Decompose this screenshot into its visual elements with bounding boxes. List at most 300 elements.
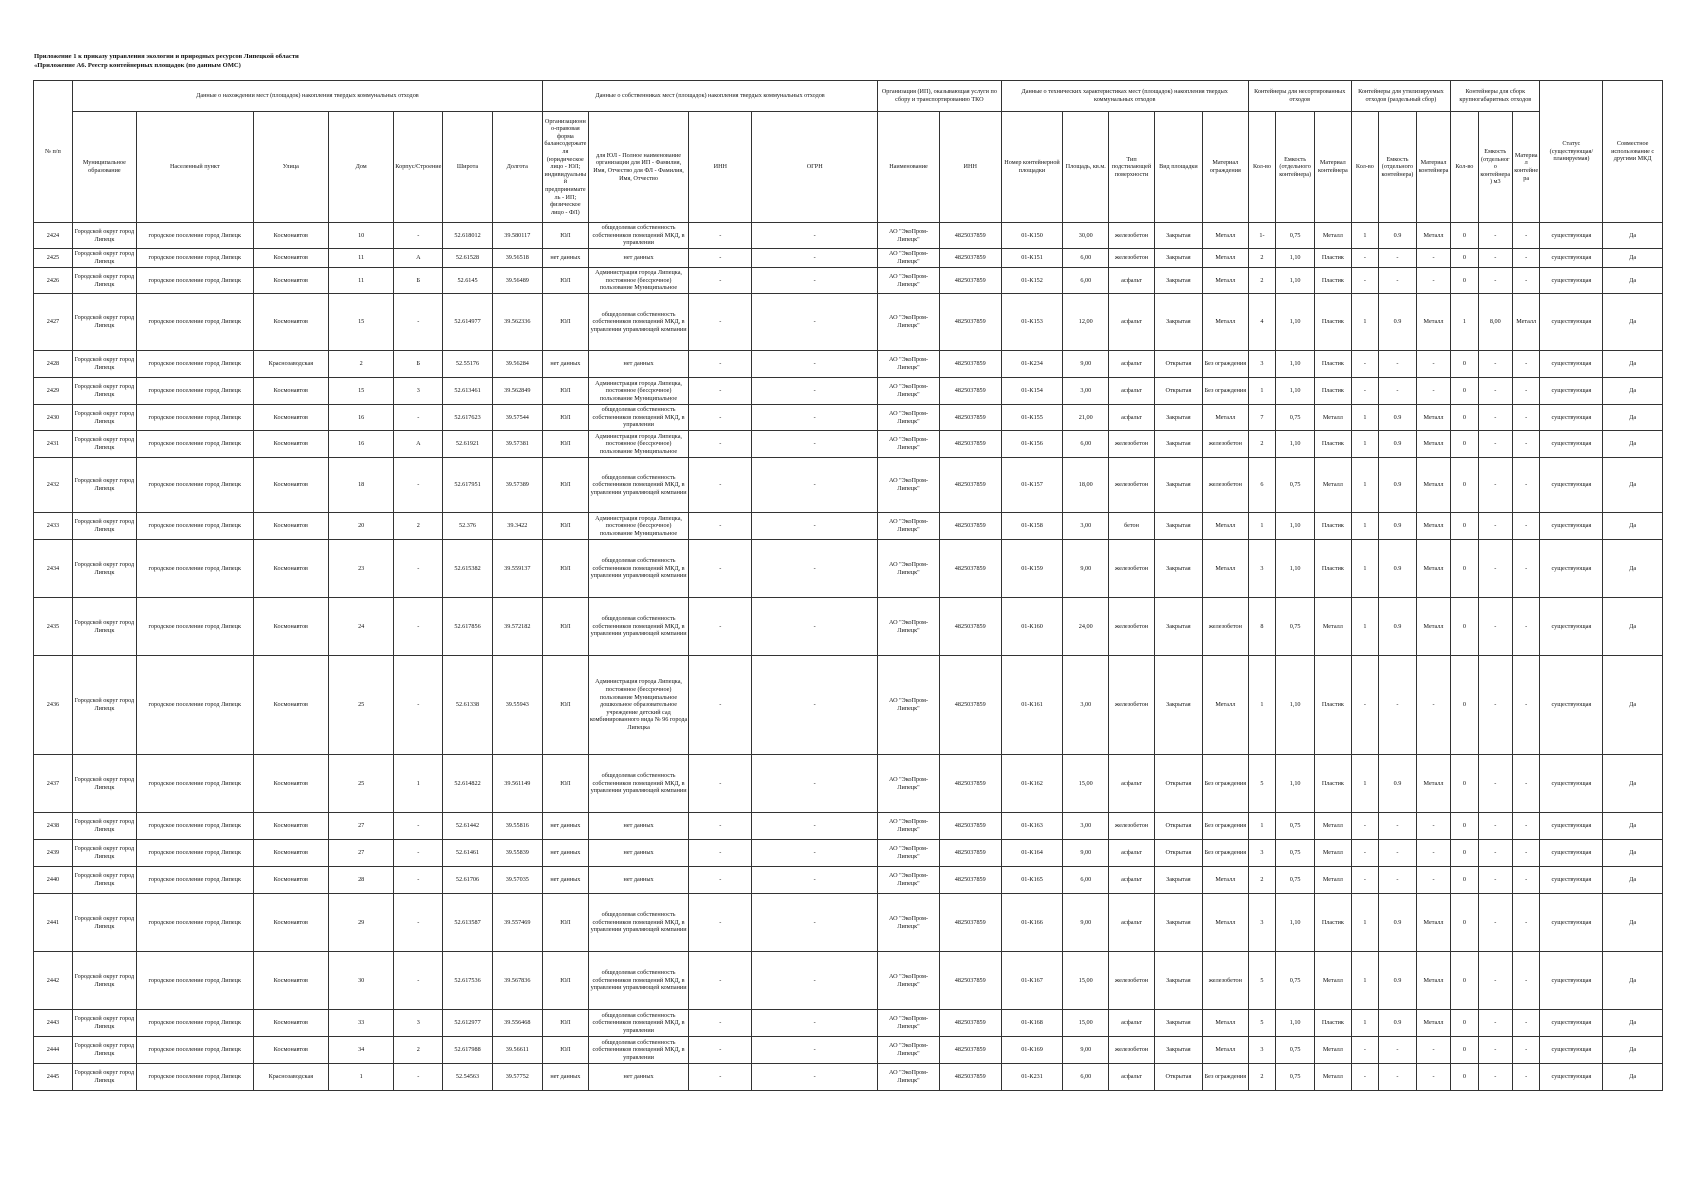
cell-recycle-capacity: 0.9 [1379,513,1417,540]
table-row [34,952,1663,1010]
cell-recycle-material: - [1416,867,1450,894]
col-recycle-material: Материал контейнера [1416,112,1450,223]
cell-ogrn: - [752,656,878,755]
cell-num: 2439 [34,840,73,867]
cell-area: 6,00 [1063,431,1109,458]
cell-owner-name: нет данных [588,1064,689,1091]
col-municipality: Муниципальное образование [72,112,136,223]
cell-ogrn: - [752,405,878,431]
cell-lon: 39.57035 [492,867,542,894]
cell-recycle-qty: - [1351,1064,1378,1091]
cell-legal-form: ЮЛ [542,513,588,540]
cell-bulky-capacity: - [1478,813,1512,840]
cell-bulky-material: - [1512,268,1539,294]
cell-ogrn: - [752,867,878,894]
cell-fence: Металл [1202,268,1248,294]
cell-surface: железобетон [1109,458,1155,513]
cell-settlement: городское поселение город Липецк [136,458,253,513]
table-row [34,513,1663,540]
cell-legal-form: нет данных [542,249,588,268]
cell-site-type: Открытая [1154,813,1202,840]
cell-bulky-qty: 1 [1451,294,1478,351]
cell-shared: Да [1603,223,1663,249]
cell-ogrn: - [752,294,878,351]
cell-street: Космонавтов [253,755,328,813]
register-title: «Приложение А6. Реестр контейнерных площадок (по данным ОМС) [34,62,241,69]
cell-unsorted-capacity: 1,10 [1276,656,1315,755]
cell-recycle-qty: - [1351,1037,1378,1064]
cell-street: Космонавтов [253,840,328,867]
cell-unsorted-qty: 2 [1248,431,1275,458]
cell-operator-inn: 4825037859 [939,1064,1001,1091]
cell-municipality: Городской округ город Липецк [72,540,136,598]
cell-shared: Да [1603,294,1663,351]
cell-site-type: Закрытая [1154,513,1202,540]
cell-legal-form: ЮЛ [542,1010,588,1037]
cell-unsorted-qty: 7 [1248,405,1275,431]
cell-bulky-qty: 0 [1451,513,1478,540]
cell-unsorted-qty: 3 [1248,894,1275,952]
cell-street: Космонавтов [253,540,328,598]
cell-legal-form: ЮЛ [542,431,588,458]
col-area: Площадь, кв.м. [1063,112,1109,223]
cell-shared: Да [1603,813,1663,840]
col-operator-name: Наименование [878,112,940,223]
cell-lon: 39.556468 [492,1010,542,1037]
cell-recycle-qty: - [1351,656,1378,755]
cell-recycle-capacity: - [1379,840,1417,867]
cell-shared: Да [1603,952,1663,1010]
cell-street: Космонавтов [253,405,328,431]
cell-bulky-material: - [1512,867,1539,894]
cell-unsorted-capacity: 0,75 [1276,1064,1315,1091]
col-building: Корпус/Строение [394,112,443,223]
cell-owner-name: Администрация города Липецка, постоянное (бессрочное) пользование Муниципальное [588,268,689,294]
cell-ogrn: - [752,952,878,1010]
cell-recycle-qty: - [1351,840,1378,867]
cell-site-number: 01-К161 [1001,656,1063,755]
cell-shared: Да [1603,513,1663,540]
cell-shared: Да [1603,351,1663,378]
col-surface: Тип подстилающей поверхности [1109,112,1155,223]
cell-recycle-capacity: 0.9 [1379,405,1417,431]
cell-unsorted-capacity: 1,10 [1276,755,1315,813]
cell-shared: Да [1603,1010,1663,1037]
cell-building: 3 [394,378,443,405]
cell-municipality: Городской округ город Липецк [72,1064,136,1091]
cell-municipality: Городской округ город Липецк [72,1037,136,1064]
group-location: Данные о нахождении мест (площадок) накопления твердых коммунальных отходов [72,81,542,112]
cell-unsorted-material: Пластик [1315,540,1352,598]
cell-shared: Да [1603,1037,1663,1064]
cell-status: существующая [1540,598,1603,656]
cell-bulky-material: - [1512,351,1539,378]
cell-surface: асфальт [1109,894,1155,952]
cell-bulky-qty: 0 [1451,431,1478,458]
cell-recycle-qty: 1 [1351,405,1378,431]
cell-ogrn: - [752,431,878,458]
cell-legal-form: нет данных [542,867,588,894]
cell-operator-name: АО "ЭкоПром-Липецк" [878,1010,940,1037]
cell-inn: - [689,458,752,513]
cell-legal-form: ЮЛ [542,223,588,249]
cell-bulky-qty: 0 [1451,351,1478,378]
cell-site-type: Открытая [1154,755,1202,813]
cell-bulky-capacity: 8,00 [1478,294,1512,351]
cell-unsorted-qty: 2 [1248,1064,1275,1091]
cell-area: 6,00 [1063,1064,1109,1091]
cell-recycle-material: Металл [1416,294,1450,351]
cell-site-number: 01-К155 [1001,405,1063,431]
cell-shared: Да [1603,598,1663,656]
cell-building: Б [394,268,443,294]
cell-lat: 52.376 [443,513,492,540]
cell-municipality: Городской округ город Липецк [72,223,136,249]
cell-num: 2438 [34,813,73,840]
cell-recycle-capacity: 0.9 [1379,458,1417,513]
cell-recycle-qty: - [1351,249,1378,268]
cell-unsorted-capacity: 1,10 [1276,513,1315,540]
cell-bulky-capacity: - [1478,513,1512,540]
cell-operator-inn: 4825037859 [939,249,1001,268]
cell-area: 9,00 [1063,540,1109,598]
cell-lat: 52.612977 [443,1010,492,1037]
cell-house: 1 [329,1064,394,1091]
cell-municipality: Городской округ город Липецк [72,378,136,405]
cell-recycle-material: - [1416,268,1450,294]
cell-owner-name: Администрация города Липецка, постоянное (бессрочное) пользование Муниципальное [588,378,689,405]
cell-owner-name: общедолевая собственность собственников помещений МКД, в управлении управляющей компании [588,540,689,598]
cell-ogrn: - [752,351,878,378]
cell-area: 6,00 [1063,268,1109,294]
cell-unsorted-qty: 1 [1248,513,1275,540]
cell-site-number: 01-К162 [1001,755,1063,813]
cell-site-number: 01-К154 [1001,378,1063,405]
col-unsorted-material: Материал контейнера [1315,112,1352,223]
cell-unsorted-material: Пластик [1315,894,1352,952]
cell-num: 2443 [34,1010,73,1037]
cell-unsorted-capacity: 1,10 [1276,249,1315,268]
cell-bulky-material: - [1512,1064,1539,1091]
table-row [34,351,1663,378]
cell-ogrn: - [752,223,878,249]
cell-recycle-material: - [1416,656,1450,755]
cell-settlement: городское поселение город Липецк [136,294,253,351]
cell-bulky-material: - [1512,656,1539,755]
cell-bulky-capacity: - [1478,952,1512,1010]
table-row [34,598,1663,656]
cell-owner-name: нет данных [588,840,689,867]
cell-lon: 39.57544 [492,405,542,431]
cell-recycle-qty: 1 [1351,894,1378,952]
table-row [34,894,1663,952]
table-row [34,268,1663,294]
cell-recycle-material: - [1416,840,1450,867]
cell-street: Космонавтов [253,1010,328,1037]
cell-surface: асфальт [1109,405,1155,431]
cell-num: 2435 [34,598,73,656]
registry-table-wrapper [33,80,1663,1091]
cell-site-type: Закрытая [1154,598,1202,656]
col-site-number: Номер контейнерной площадки [1001,112,1063,223]
table-row [34,223,1663,249]
cell-site-type: Закрытая [1154,268,1202,294]
cell-inn: - [689,268,752,294]
cell-lat: 52.6145 [443,268,492,294]
cell-street: Космонавтов [253,294,328,351]
cell-municipality: Городской округ город Липецк [72,1010,136,1037]
cell-recycle-material: Металл [1416,513,1450,540]
cell-unsorted-capacity: 0,75 [1276,598,1315,656]
cell-legal-form: ЮЛ [542,952,588,1010]
cell-municipality: Городской округ город Липецк [72,513,136,540]
cell-owner-name: нет данных [588,867,689,894]
cell-bulky-capacity: - [1478,894,1512,952]
cell-area: 30,00 [1063,223,1109,249]
cell-inn: - [689,378,752,405]
cell-house: 18 [329,458,394,513]
cell-shared: Да [1603,405,1663,431]
cell-legal-form: ЮЛ [542,540,588,598]
cell-unsorted-qty: 6 [1248,458,1275,513]
cell-unsorted-qty: 2 [1248,249,1275,268]
cell-surface: железобетон [1109,1037,1155,1064]
cell-recycle-capacity: - [1379,268,1417,294]
cell-recycle-qty: - [1351,351,1378,378]
cell-surface: асфальт [1109,378,1155,405]
cell-operator-name: АО "ЭкоПром-Липецк" [878,268,940,294]
cell-settlement: городское поселение город Липецк [136,513,253,540]
cell-unsorted-material: Металл [1315,223,1352,249]
cell-building: 3 [394,1010,443,1037]
group-unsorted: Контейнеры для несортированных отходов [1248,81,1351,112]
cell-house: 10 [329,223,394,249]
table-row [34,378,1663,405]
cell-operator-name: АО "ЭкоПром-Липецк" [878,513,940,540]
cell-owner-name: нет данных [588,813,689,840]
cell-fence: Металл [1202,1037,1248,1064]
table-row [34,1064,1663,1091]
cell-unsorted-capacity: 1,10 [1276,540,1315,598]
cell-street: Космонавтов [253,431,328,458]
cell-fence: железобетон [1202,458,1248,513]
cell-recycle-material: Металл [1416,894,1450,952]
cell-building: - [394,223,443,249]
cell-shared: Да [1603,378,1663,405]
cell-municipality: Городской округ город Липецк [72,867,136,894]
cell-recycle-material: Металл [1416,458,1450,513]
cell-lon: 39.56611 [492,1037,542,1064]
cell-settlement: городское поселение город Липецк [136,1010,253,1037]
cell-house: 29 [329,894,394,952]
cell-house: 15 [329,378,394,405]
cell-unsorted-material: Пластик [1315,249,1352,268]
cell-surface: железобетон [1109,656,1155,755]
cell-bulky-qty: 0 [1451,540,1478,598]
cell-shared: Да [1603,867,1663,894]
col-bulky-capacity: Емкость (отдельного контейнера) м3 [1478,112,1512,223]
cell-settlement: городское поселение город Липецк [136,813,253,840]
cell-building: А [394,431,443,458]
cell-lon: 39.56518 [492,249,542,268]
cell-site-number: 01-К168 [1001,1010,1063,1037]
cell-legal-form: ЮЛ [542,894,588,952]
cell-bulky-capacity: - [1478,656,1512,755]
cell-site-type: Закрытая [1154,656,1202,755]
cell-status: существующая [1540,1037,1603,1064]
cell-settlement: городское поселение город Липецк [136,656,253,755]
cell-operator-inn: 4825037859 [939,378,1001,405]
cell-inn: - [689,755,752,813]
cell-house: 23 [329,540,394,598]
cell-operator-name: АО "ЭкоПром-Липецк" [878,952,940,1010]
cell-house: 24 [329,598,394,656]
cell-bulky-qty: 0 [1451,223,1478,249]
cell-unsorted-capacity: 0,75 [1276,867,1315,894]
cell-recycle-material: Металл [1416,598,1450,656]
cell-ogrn: - [752,598,878,656]
cell-lat: 52.617536 [443,952,492,1010]
cell-recycle-material: Металл [1416,405,1450,431]
cell-bulky-material: - [1512,952,1539,1010]
cell-operator-name: АО "ЭкоПром-Липецк" [878,755,940,813]
cell-recycle-material: - [1416,813,1450,840]
cell-operator-name: АО "ЭкоПром-Липецк" [878,351,940,378]
cell-status: существующая [1540,894,1603,952]
document-header [34,52,299,70]
cell-lon: 39.55816 [492,813,542,840]
cell-unsorted-material: Металл [1315,405,1352,431]
cell-area: 9,00 [1063,840,1109,867]
cell-operator-name: АО "ЭкоПром-Липецк" [878,598,940,656]
cell-recycle-qty: - [1351,867,1378,894]
cell-street: Космонавтов [253,513,328,540]
cell-street: Космонавтов [253,458,328,513]
cell-bulky-capacity: - [1478,1037,1512,1064]
cell-site-number: 01-К158 [1001,513,1063,540]
registry-table [33,80,1663,1091]
cell-bulky-qty: 0 [1451,405,1478,431]
cell-lat: 52.61706 [443,867,492,894]
cell-recycle-material: Металл [1416,952,1450,1010]
cell-municipality: Городской округ город Липецк [72,755,136,813]
cell-unsorted-capacity: 0,75 [1276,1037,1315,1064]
col-owner-name: для ЮЛ - Полное наименование организации для ИП - Фамилия, Имя, Отчество для ФЛ - Фамилия, Имя, Отчество [588,112,689,223]
cell-inn: - [689,351,752,378]
cell-unsorted-material: Пластик [1315,378,1352,405]
cell-shared: Да [1603,1064,1663,1091]
cell-street: Космонавтов [253,378,328,405]
table-row [34,540,1663,598]
cell-lat: 52.61921 [443,431,492,458]
cell-recycle-qty: 1 [1351,294,1378,351]
cell-operator-inn: 4825037859 [939,1037,1001,1064]
cell-recycle-capacity: 0.9 [1379,294,1417,351]
cell-owner-name: общедолевая собственность собственников помещений МКД, в управлении управляющей компании [588,598,689,656]
cell-num: 2431 [34,431,73,458]
cell-site-type: Закрытая [1154,249,1202,268]
cell-num: 2430 [34,405,73,431]
cell-house: 25 [329,656,394,755]
cell-site-type: Закрытая [1154,540,1202,598]
cell-recycle-material: - [1416,249,1450,268]
cell-bulky-qty: 0 [1451,952,1478,1010]
cell-unsorted-material: Пластик [1315,431,1352,458]
cell-surface: железобетон [1109,952,1155,1010]
cell-municipality: Городской округ город Липецк [72,598,136,656]
cell-recycle-material: Металл [1416,540,1450,598]
cell-lon: 39.559137 [492,540,542,598]
cell-house: 34 [329,1037,394,1064]
cell-operator-name: АО "ЭкоПром-Липецк" [878,405,940,431]
cell-operator-inn: 4825037859 [939,598,1001,656]
cell-operator-name: АО "ЭкоПром-Липецк" [878,656,940,755]
cell-num: 2426 [34,268,73,294]
cell-operator-inn: 4825037859 [939,867,1001,894]
cell-fence: железобетон [1202,431,1248,458]
cell-shared: Да [1603,268,1663,294]
cell-bulky-material: - [1512,513,1539,540]
cell-settlement: городское поселение город Липецк [136,249,253,268]
cell-unsorted-qty: 1 [1248,813,1275,840]
cell-inn: - [689,1010,752,1037]
cell-unsorted-material: Пластик [1315,513,1352,540]
cell-site-type: Закрытая [1154,1010,1202,1037]
cell-num: 2428 [34,351,73,378]
cell-site-type: Открытая [1154,1064,1202,1091]
cell-fence: Без ограждения [1202,1064,1248,1091]
cell-unsorted-capacity: 0,75 [1276,223,1315,249]
cell-num: 2433 [34,513,73,540]
cell-site-number: 01-К164 [1001,840,1063,867]
table-row [34,458,1663,513]
cell-site-type: Открытая [1154,378,1202,405]
cell-ogrn: - [752,1037,878,1064]
cell-operator-name: АО "ЭкоПром-Липецк" [878,431,940,458]
cell-bulky-capacity: - [1478,1010,1512,1037]
cell-recycle-qty: 1 [1351,513,1378,540]
cell-legal-form: нет данных [542,813,588,840]
cell-bulky-capacity: - [1478,840,1512,867]
cell-unsorted-qty: 4 [1248,294,1275,351]
cell-inn: - [689,952,752,1010]
cell-surface: железобетон [1109,540,1155,598]
cell-surface: асфальт [1109,351,1155,378]
cell-ogrn: - [752,1064,878,1091]
cell-bulky-capacity: - [1478,351,1512,378]
cell-surface: железобетон [1109,813,1155,840]
cell-inn: - [689,431,752,458]
cell-operator-name: АО "ЭкоПром-Липецк" [878,1037,940,1064]
cell-num: 2437 [34,755,73,813]
cell-municipality: Городской округ город Липецк [72,431,136,458]
cell-shared: Да [1603,894,1663,952]
cell-fence: Без ограждения [1202,813,1248,840]
cell-unsorted-capacity: 1,10 [1276,894,1315,952]
cell-lat: 52.617856 [443,598,492,656]
cell-owner-name: общедолевая собственность собственников помещений МКД, в управлении управляющей компании [588,294,689,351]
cell-house: 11 [329,268,394,294]
cell-bulky-qty: 0 [1451,1010,1478,1037]
cell-inn: - [689,405,752,431]
group-owner: Данные о собственниках мест (площадок) накопления твердых коммунальных отходов [542,81,877,112]
cell-recycle-capacity: 0.9 [1379,223,1417,249]
cell-recycle-material: - [1416,1037,1450,1064]
cell-operator-inn: 4825037859 [939,431,1001,458]
cell-recycle-material: Металл [1416,223,1450,249]
cell-site-number: 01-К231 [1001,1064,1063,1091]
cell-fence: Без ограждения [1202,840,1248,867]
